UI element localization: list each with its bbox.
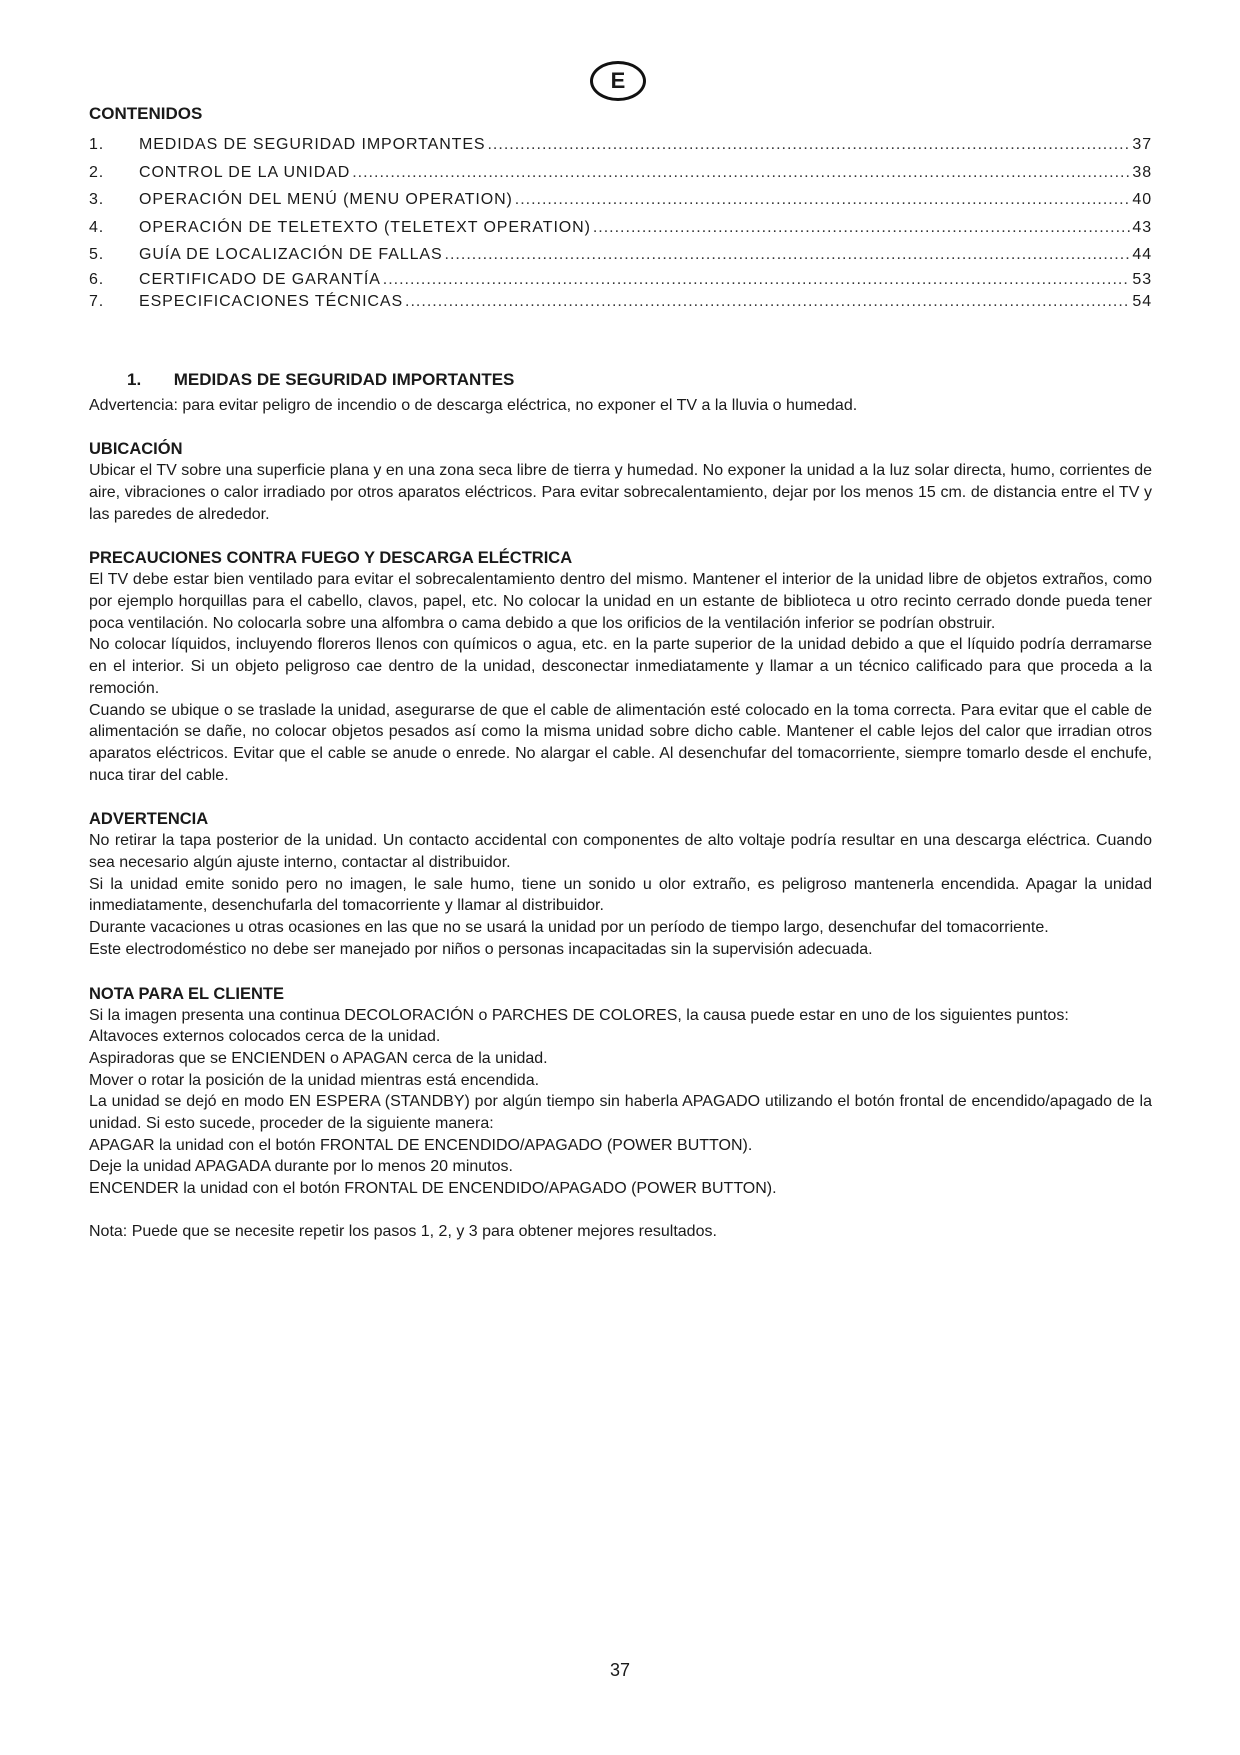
toc-entry-page: 40: [1132, 191, 1152, 208]
toc-entry-4[interactable]: [89, 214, 1152, 242]
nota-cliente-line: ENCENDER la unidad con el botón FRONTAL DE ENCENDIDO/APAGADO (POWER BUTTON).: [89, 1180, 777, 1198]
language-badge-label: E: [610, 68, 626, 93]
toc-entry-number: 5.: [89, 246, 105, 263]
toc-entry-label: OPERACIÓN DE TELETEXTO (TELETEXT OPERATION): [139, 218, 591, 236]
section-title: MEDIDAS DE SEGURIDAD IMPORTANTES: [173, 369, 515, 389]
toc-entry-page: 44: [1132, 246, 1152, 263]
toc-entry-page: 53: [1132, 270, 1152, 288]
section-number: 1.: [127, 369, 142, 389]
nota-cliente-heading: NOTA PARA EL CLIENTE: [89, 984, 284, 1003]
nota-cliente-line: Deje la unidad APAGADA durante por lo menos 20 minutos.: [89, 1158, 513, 1176]
toc-entry-6[interactable]: [89, 269, 1152, 291]
nota-cliente-line: APAGAR la unidad con el botón FRONTAL DE ENCENDIDO/APAGADO (POWER BUTTON).: [89, 1136, 753, 1154]
precauciones-paragraph: El TV debe estar bien ventilado para evitar el sobrecalentamiento dentro del mismo. Mantener el interior de la unidad libre de objetos extraños, como por ejemplo horquillas para el cabello, clavos, papel, etc. No colocar la unidad en un estante de biblioteca u otro recinto cerrado donde pueda tener poca ventilación. No colocarla sobre una alfombra o cama debido a que los orificios de la ventilación inferior se podrían obstruir.: [89, 571, 1152, 632]
nota-cliente-line: La unidad se dejó en modo EN ESPERA (STANDBY) por algún tiempo sin haberla APAGADO utilizando el botón frontal de encendido/apagado de la unidad. Si esto sucede, proceder de la siguiente manera:: [89, 1093, 1152, 1133]
precauciones-paragraph: Cuando se ubique o se traslade la unidad, asegurarse de que el cable de alimentación esté colocado en la toma correcta. Para evitar que el cable de alimentación se dañe, no colocar objetos pesados así como la misma unidad sobre dicho cable. Mantener el cable lejos del calor que irradian otros aparatos eléctricos. Evitar que el cable se anude o enrede. No alargar el cable. Al desenchufar del tomacorriente, siempre tomarlo desde el enchufe, nuca tirar del cable.: [89, 701, 1152, 784]
page-number: 37: [609, 1660, 631, 1680]
advertencia-paragraph: No retirar la tapa posterior de la unidad. Un contacto accidental con componentes de alto voltaje podría resultar en una descarga eléctrica. Cuando sea necesario algún ajuste interno, contactar al distribuidor.: [89, 832, 1152, 872]
ubicacion-heading: UBICACIÓN: [89, 440, 183, 459]
toc-entry-page: 38: [1132, 163, 1152, 181]
toc-entry-page: 54: [1132, 292, 1152, 310]
language-badge: [590, 61, 646, 101]
advertencia-paragraph: Durante vacaciones u otras ocasiones en las que no se usará la unidad por un período de tiempo largo, desenchufar del tomacorriente.: [89, 919, 1049, 937]
toc-entry-label: MEDIDAS DE SEGURIDAD IMPORTANTES: [139, 136, 486, 153]
toc-entry-label: OPERACIÓN DEL MENÚ (MENU OPERATION): [139, 191, 513, 208]
section-heading: [127, 369, 1152, 391]
nota-cliente-line: Altavoces externos colocados cerca de la unidad.: [89, 1028, 441, 1046]
toc-leader-dots: [383, 269, 1131, 291]
toc-leader-dots: [445, 241, 1131, 269]
toc-leader-dots: [515, 186, 1131, 214]
toc-entry-label: ESPECIFICACIONES TÉCNICAS: [139, 292, 404, 310]
toc-leader-dots: [487, 131, 1130, 159]
toc-entry-7[interactable]: [89, 291, 1152, 313]
precauciones-paragraph: No colocar líquidos, incluyendo floreros llenos con químicos o agua, etc. en la parte superior de la unidad debido a que el líquido podría derramarse en el interior. Si un objeto peligroso cae dentro de la unidad, desconectar inmediatamente y llamar a un técnico calificado para que proceda a la remoción.: [89, 636, 1152, 697]
spacer: [89, 1200, 1152, 1221]
table-of-contents: [89, 131, 1152, 313]
precauciones-heading: PRECAUCIONES CONTRA FUEGO Y DESCARGA ELÉCTRICA: [89, 549, 573, 568]
toc-entry-number: 6.: [89, 270, 105, 288]
toc-entry-label: GUÍA DE LOCALIZACIÓN DE FALLAS: [139, 246, 443, 263]
toc-entry-label: CERTIFICADO DE GARANTÍA: [139, 270, 381, 288]
nota-cliente-line: Si la imagen presenta una continua DECOLORACIÓN o PARCHES DE COLORES, la causa puede estar en uno de los siguientes puntos:: [89, 1006, 1069, 1024]
toc-entry-page: 43: [1132, 218, 1152, 236]
toc-entry-label: CONTROL DE LA UNIDAD: [139, 163, 351, 181]
toc-entry-number: 2.: [89, 163, 105, 181]
final-note: Nota: Puede que se necesite repetir los pasos 1, 2, y 3 para obtener mejores resultados.: [89, 1222, 717, 1240]
advertencia-heading: ADVERTENCIA: [89, 810, 209, 829]
toc-leader-dots: [405, 291, 1130, 313]
toc-entry-2[interactable]: [89, 159, 1152, 187]
toc-entry-5[interactable]: [89, 241, 1152, 269]
toc-entry-3[interactable]: [89, 186, 1152, 214]
toc-leader-dots: [593, 214, 1131, 242]
toc-title: CONTENIDOS: [89, 104, 203, 123]
toc-entry-1[interactable]: [89, 131, 1152, 159]
ubicacion-paragraph: Ubicar el TV sobre una superficie plana y en una zona seca libre de tierra y humedad. No exponer la unidad a la luz solar directa, humo, corrientes de aire, vibraciones o calor irradiado por otros aparatos eléctricos. Para evitar sobrecalentamiento, dejar por los menos 15 cm. de distancia entre el TV y las paredes de alrededor.: [89, 462, 1152, 523]
toc-entry-number: 3.: [89, 191, 105, 208]
advertencia-paragraph: Este electrodoméstico no debe ser manejado por niños o personas incapacitadas sin la supervisión adecuada.: [89, 940, 873, 958]
advertencia-paragraph: Si la unidad emite sonido pero no imagen, le sale humo, tiene un sonido u olor extraño, es peligroso mantenerla encendida. Apagar la unidad inmediatamente, desenchufarla del tomacorriente y llamar al distribuidor.: [89, 875, 1152, 915]
page-content: [89, 103, 1152, 1243]
nota-cliente-line: Aspiradoras que se ENCIENDEN o APAGAN cerca de la unidad.: [89, 1049, 548, 1067]
toc-entry-number: 1.: [89, 136, 105, 153]
toc-entry-number: 4.: [89, 218, 105, 236]
toc-entry-page: 37: [1132, 136, 1152, 153]
nota-cliente-line: Mover o rotar la posición de la unidad mientras está encendida.: [89, 1071, 540, 1089]
toc-entry-number: 7.: [89, 292, 105, 310]
toc-leader-dots: [352, 159, 1130, 187]
warning-text: Advertencia: para evitar peligro de incendio o de descarga eléctrica, no exponer el TV a la lluvia o humedad.: [89, 396, 858, 414]
